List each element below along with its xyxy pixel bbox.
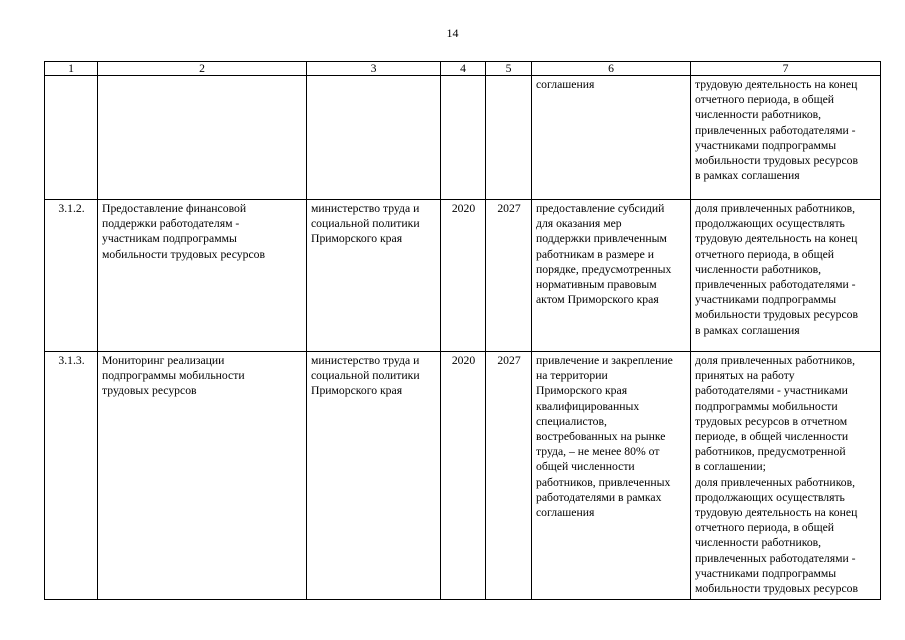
table-row	[45, 76, 881, 200]
indicator-cell: доля привлеченных работников, продолжающих осуществлять трудовую деятельность на конец отчетного периода, в общей численности работников, привлеченных работодателями - участниками подпрограммы мобильности трудовых ресурсов в рамках соглашения	[691, 200, 881, 352]
program-table	[44, 61, 881, 600]
end-year-cell: 2027	[486, 352, 532, 600]
page-number: 14	[446, 26, 459, 40]
executor-cell	[307, 76, 441, 200]
column-header-3: 3	[307, 62, 441, 76]
measure-name-cell	[98, 76, 307, 200]
measure-name-cell: Мониторинг реализации подпрограммы мобильности трудовых ресурсов	[98, 352, 307, 600]
header-row	[45, 62, 881, 76]
row-number-cell: 3.1.3.	[45, 352, 98, 600]
expected-result-cell: привлечение и закрепление на территории Приморского края квалифицированных специалистов, востребованных на рынке труда, – не менее 80% от общей численности работников, привлеченных работодателями в рамках соглашения	[532, 352, 691, 600]
indicator-cell: доля привлеченных работников, принятых на работу работодателями - участниками подпрограммы мобильности трудовых ресурсов в отчетном периоде, в общей численности работников, предусмотренной в соглашении; доля привлеченных работников, продолжающих осуществлять трудовую деятельность на конец отчетного периода, в общей численности работников, привлеченных работодателями - участниками подпрограммы мобильности трудовых ресурсов	[691, 352, 881, 600]
row-number-cell: 3.1.2.	[45, 200, 98, 352]
indicator-cell: трудовую деятельность на конец отчетного периода, в общей численности работников, привлеченных работодателями - участниками подпрограммы мобильности трудовых ресурсов в рамках соглашения	[691, 76, 881, 200]
table-row	[45, 352, 881, 600]
column-header-1: 1	[45, 62, 98, 76]
column-header-4: 4	[441, 62, 486, 76]
end-year-cell	[486, 76, 532, 200]
end-year-cell: 2027	[486, 200, 532, 352]
column-header-7: 7	[691, 62, 881, 76]
start-year-cell	[441, 76, 486, 200]
start-year-cell: 2020	[441, 352, 486, 600]
measure-name-cell: Предоставление финансовой поддержки работодателям - участникам подпрограммы мобильности трудовых ресурсов	[98, 200, 307, 352]
row-number-cell	[45, 76, 98, 200]
table-row	[45, 200, 881, 352]
executor-cell: министерство труда и социальной политики Приморского края	[307, 352, 441, 600]
executor-cell: министерство труда и социальной политики Приморского края	[307, 200, 441, 352]
start-year-cell: 2020	[441, 200, 486, 352]
column-header-5: 5	[486, 62, 532, 76]
column-header-2: 2	[98, 62, 307, 76]
column-header-6: 6	[532, 62, 691, 76]
expected-result-cell: соглашения	[532, 76, 691, 200]
expected-result-cell: предоставление субсидий для оказания мер поддержки привлеченным работникам в размере и порядке, предусмотренных нормативным правовым актом Приморского края	[532, 200, 691, 352]
